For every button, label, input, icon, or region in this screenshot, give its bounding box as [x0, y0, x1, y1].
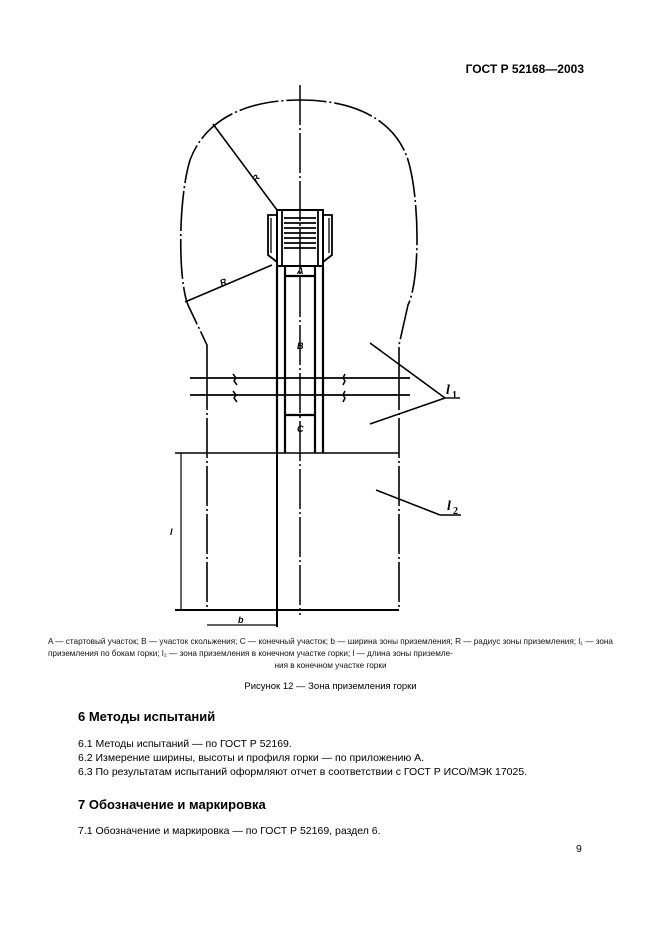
label-zone-width: b [238, 615, 244, 625]
legend-line: A — стартовый участок; B — участок скольжения; C — конечный участок; b — ширина зоны приземления; R — радиус зоны [48, 637, 522, 646]
paragraph-6-1: 6.1 Методы испытаний — по ГОСТ Р 52169. [78, 738, 292, 750]
label-slide-section: B [297, 341, 304, 351]
page-number: 9 [576, 843, 582, 855]
paragraph-7-1: 7.1 Обозначение и маркировка — по ГОСТ Р 52169, раздел 6. [78, 825, 381, 837]
radius-label-top: R [250, 172, 262, 184]
section-title-7: 7 Обозначение и маркировка [78, 797, 266, 812]
document-code-header: ГОСТ Р 52168—2003 [465, 62, 584, 76]
landing-zone-outline [181, 100, 417, 370]
label-side-zone-sub: 1 [452, 390, 457, 401]
figure-legend [48, 636, 613, 672]
label-end-zone-sub: 2 [453, 506, 458, 517]
label-end-zone: l [447, 499, 451, 514]
legend-line: приземления; l₁ — зона приземления по бокам горки; l₂ — зона приземления в конечном участке горки; l — длина зоны приземле- [48, 637, 613, 658]
section-title-6: 6 Методы испытаний [78, 709, 216, 724]
label-zone-length: l [170, 527, 173, 537]
label-side-zone: l [446, 383, 450, 398]
legend-line: ния в конечном участке горки [274, 661, 387, 670]
radius-label-side: R [218, 276, 229, 289]
label-end-section: C [297, 424, 304, 434]
figure-caption: Рисунок 12 — Зона приземления горки [244, 681, 417, 692]
paragraph-6-2: 6.2 Измерение ширины, высоты и профиля горки — по приложению А. [78, 752, 425, 764]
label-start-section: A [297, 266, 304, 276]
paragraph-6-3: 6.3 По результатам испытаний оформляют отчет в соответствии с ГОСТ Р ИСО/МЭК 17025. [78, 766, 528, 778]
